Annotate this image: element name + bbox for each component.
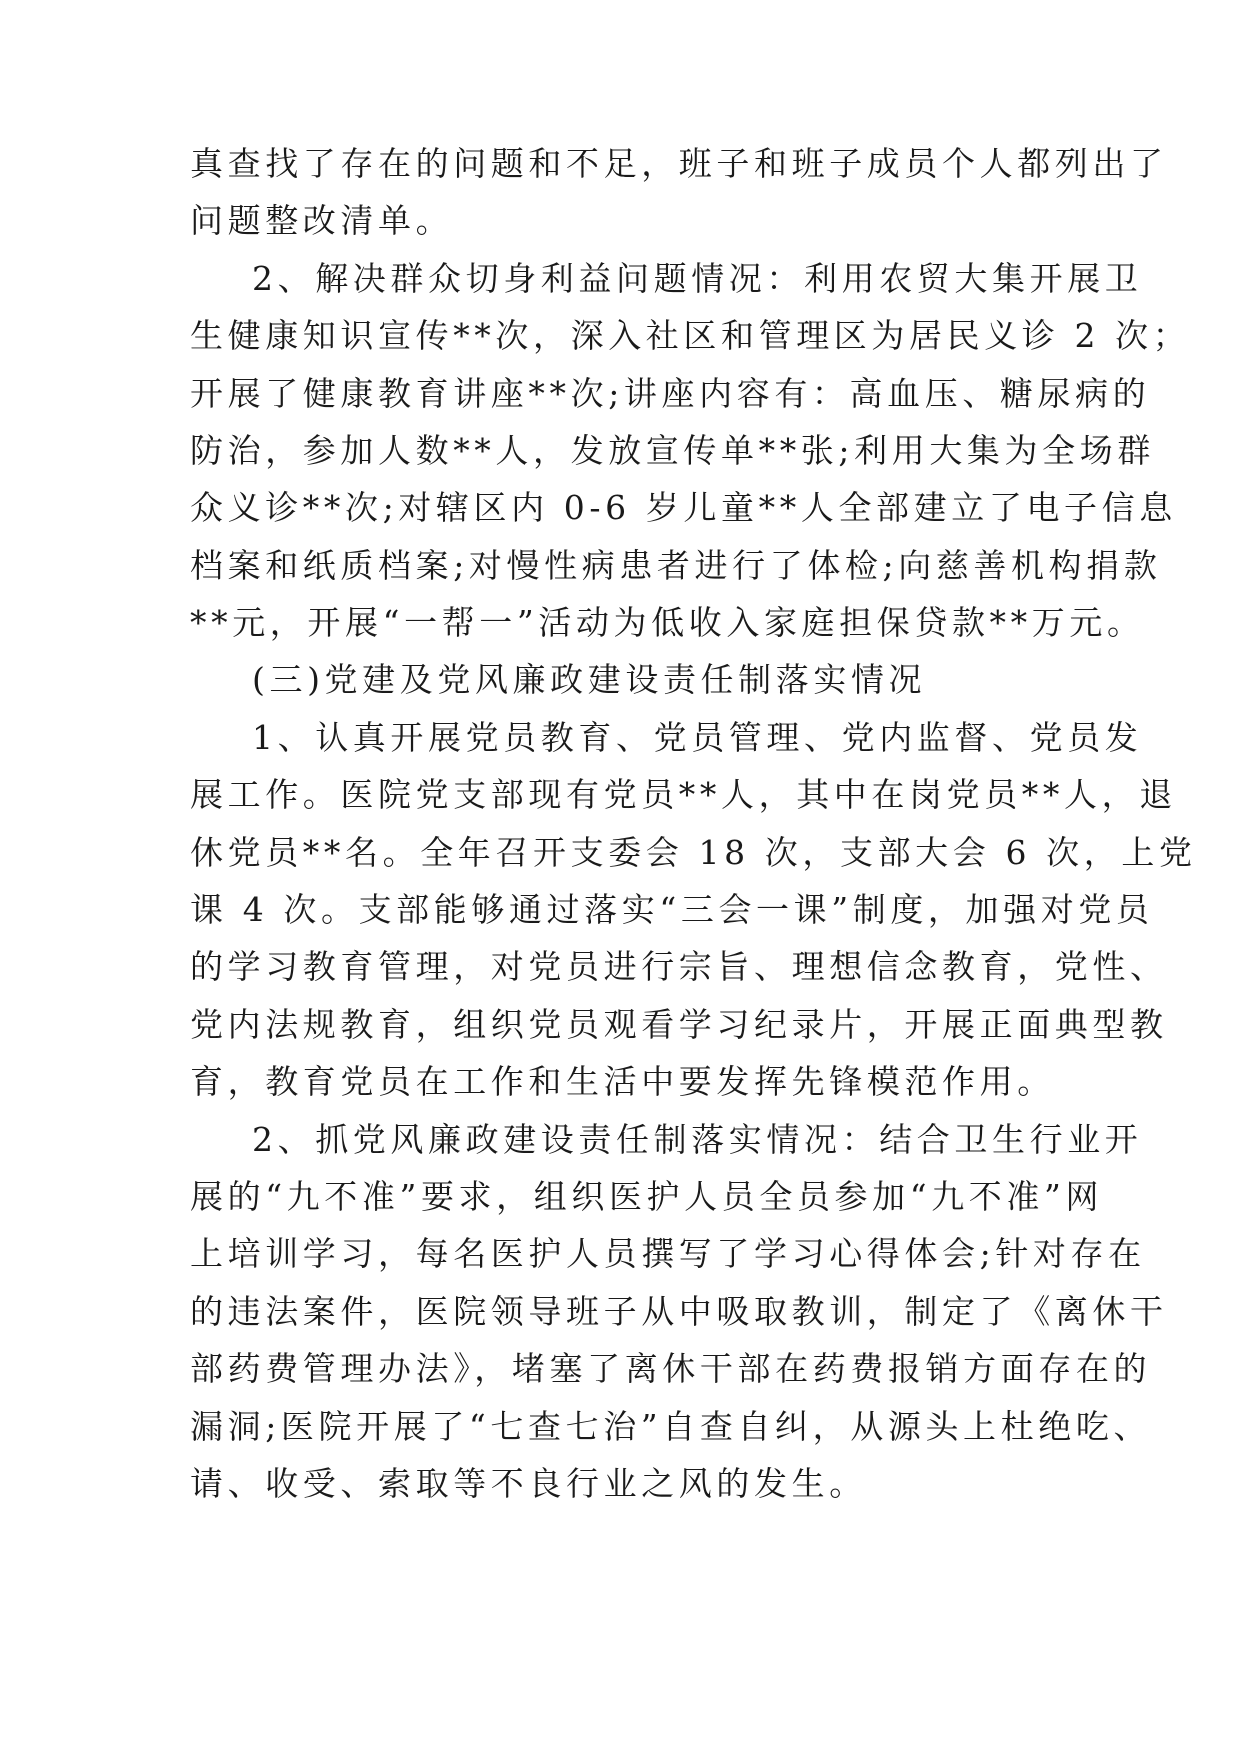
body-text-line: 育，教育党员在工作和生活中要发挥先锋模范作用。	[190, 1062, 1055, 1101]
body-text-line: 请、收受、索取等不良行业之风的发生。	[190, 1464, 867, 1503]
body-text-line: 防治，参加人数**人，发放宣传单**张;利用大集为全场群	[190, 431, 1155, 470]
body-text-line: 的违法案件，医院领导班子从中吸取教训，制定了《离休干	[190, 1292, 1168, 1331]
body-text-line: 的学习教育管理，对党员进行宗旨、理想信念教育，党性、	[190, 947, 1168, 986]
body-text-line: 真查找了存在的问题和不足，班子和班子成员个人都列出了	[190, 144, 1168, 183]
body-text-line: **元，开展“一帮一”活动为低收入家庭担保贷款**万元。	[190, 603, 1145, 642]
body-text-line: 上培训学习，每名医护人员撰写了学习心得体会;针对存在	[190, 1234, 1146, 1273]
body-text-line: 党内法规教育，组织党员观看学习纪录片，开展正面典型教	[190, 1005, 1168, 1044]
body-text-line: 问题整改清单。	[190, 201, 454, 240]
body-text-line: 部药费管理办法》，堵塞了离休干部在药费报销方面存在的	[190, 1349, 1152, 1388]
body-text-line: 课 4 次。支部能够通过落实“三会一课”制度，加强对党员	[190, 890, 1154, 929]
body-text-line: 休党员**名。全年召开支委会 18 次，支部大会 6 次，上党	[190, 833, 1197, 872]
body-text-line: 漏洞;医院开展了“七查七治”自查自纠，从源头上杜绝吃、	[190, 1407, 1152, 1446]
body-text-line: 档案和纸质档案;对慢性病患者进行了体检;向慈善机构捐款	[190, 546, 1162, 585]
paragraph-start-line: 2、抓党风廉政建设责任制落实情况：结合卫生行业开	[252, 1120, 1143, 1159]
paragraph-start-line: 1、认真开展党员教育、党员管理、党内监督、党员发	[252, 718, 1143, 757]
body-text-line: 展工作。医院党支部现有党员**人，其中在岗党员**人，退	[190, 775, 1177, 814]
body-text-line: 众义诊**次;对辖区内 0-6 岁儿童**人全部建立了电子信息	[190, 488, 1177, 527]
body-text-line: 展的“九不准”要求，组织医护人员全员参加“九不准”网	[190, 1177, 1104, 1216]
body-text-line: 开展了健康教育讲座**次;讲座内容有：高血压、糖尿病的	[190, 374, 1151, 413]
body-text-line: 生健康知识宣传**次，深入社区和管理区为居民义诊 2 次；	[190, 316, 1191, 355]
paragraph-start-line: 2、解决群众切身利益问题情况：利用农贸大集开展卫	[252, 259, 1143, 298]
section-heading: (三)党建及党风廉政建设责任制落实情况	[252, 660, 927, 699]
